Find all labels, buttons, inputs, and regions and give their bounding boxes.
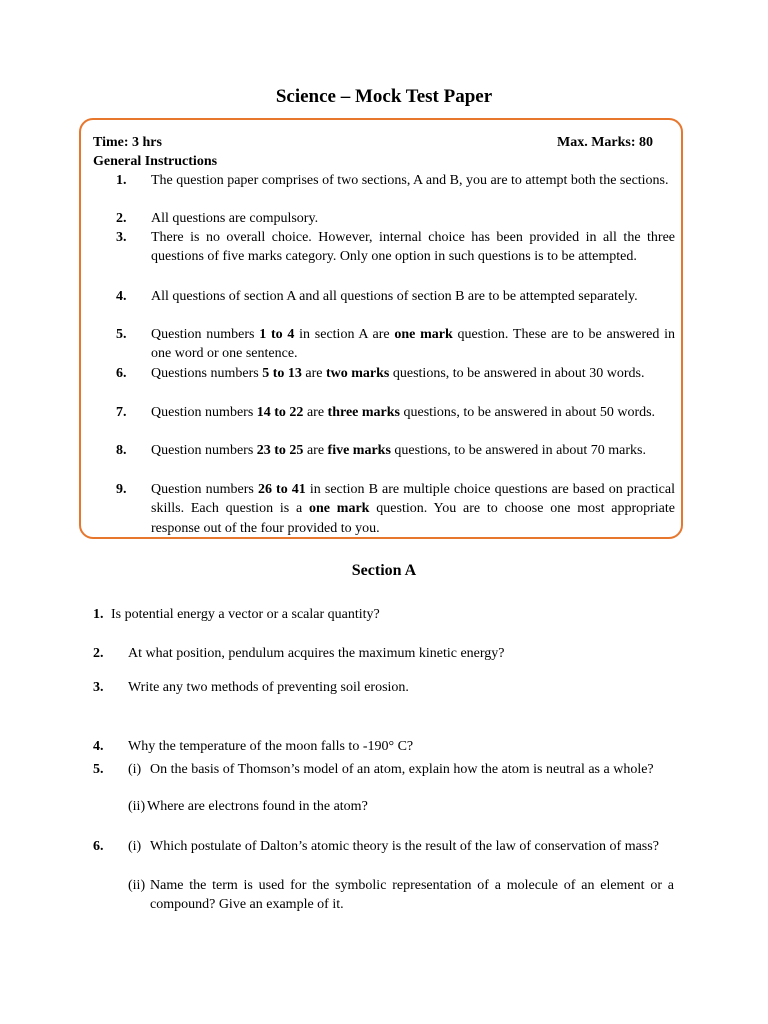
instruction-segment: in section B are multiple choice questions are based on practical skills. Each question is a — [151, 482, 675, 517]
instruction-text — [151, 403, 675, 422]
question-number: 4. — [93, 739, 104, 754]
sub-question-label: (i) — [128, 762, 142, 777]
instruction-text — [151, 364, 675, 383]
section-a-heading: Section A — [351, 562, 417, 579]
instruction-segment: All questions are compulsory. — [151, 211, 319, 226]
instruction-segment: in section A are — [294, 327, 395, 342]
instruction-text — [151, 325, 675, 364]
time-label: Time: 3 hrs — [93, 135, 162, 150]
instruction-segment: Question numbers — [151, 443, 257, 458]
sub-question-label: (ii) — [128, 878, 146, 893]
instruction-emphasis: 26 to 41 — [257, 482, 306, 497]
sub-question-label: (i) — [128, 839, 142, 854]
instruction-segment: The question paper comprises of two sections, A and B, you are to attempt both the sections. — [151, 173, 669, 188]
instruction-number: 3. — [116, 230, 127, 245]
instruction-emphasis: two marks — [325, 366, 390, 381]
instruction-emphasis: one mark — [394, 327, 453, 342]
page-title: Science – Mock Test Paper — [275, 86, 493, 107]
question-number: 5. — [93, 762, 104, 777]
instruction-segment: questions, to be answered in about 70 marks. — [390, 443, 646, 458]
instruction-emphasis: one mark — [309, 501, 370, 517]
question-text: Why the temperature of the moon falls to -190° C? — [128, 739, 414, 754]
instruction-text — [151, 209, 675, 228]
sub-question-text: On the basis of Thomson’s model of an atom, explain how the atom is neutral as a whole? — [150, 762, 654, 777]
instruction-segment: questions, to be answered in about 30 words. — [389, 366, 645, 381]
instruction-text — [151, 228, 675, 267]
instruction-segment: are — [303, 443, 328, 458]
instruction-text — [151, 480, 675, 538]
instruction-text — [151, 441, 675, 460]
general-instructions-heading: General Instructions — [93, 154, 218, 169]
question-number: 6. — [93, 839, 104, 854]
instruction-emphasis: 23 to 25 — [256, 443, 304, 458]
question-number: 1. — [93, 607, 104, 622]
instruction-emphasis: 1 to 4 — [259, 327, 295, 342]
question-text: Write any two methods of preventing soil erosion. — [128, 680, 409, 695]
instruction-text — [151, 171, 675, 190]
max-marks-label: Max. Marks: 80 — [557, 135, 654, 150]
instruction-number: 8. — [116, 443, 127, 458]
instruction-segment: Questions numbers — [151, 366, 263, 381]
sub-question-label: (ii) — [128, 799, 146, 814]
question-number: 2. — [93, 646, 104, 661]
instruction-number: 6. — [116, 366, 127, 381]
instruction-number: 7. — [116, 405, 127, 420]
instruction-segment: All questions of section A and all questions of section B are to be attempted separately. — [151, 289, 638, 304]
instruction-number: 9. — [116, 482, 127, 497]
instruction-number: 4. — [116, 289, 127, 304]
instruction-emphasis: 14 to 22 — [256, 405, 304, 420]
instruction-segment: Question numbers — [151, 482, 258, 497]
instruction-segment: Question numbers — [151, 327, 260, 342]
sub-question-text: Name the term is used for the symbolic representation of a molecule of an element or a compound? Give an example of it. — [150, 878, 674, 913]
instruction-number: 2. — [116, 211, 127, 226]
question-text: At what position, pendulum acquires the maximum kinetic energy? — [128, 646, 505, 661]
instruction-segment: question. You are to choose one most appropriate response out of the four provided to you. — [151, 501, 675, 536]
sub-question-text: Which postulate of Dalton’s atomic theory is the result of the law of conservation of mass? — [150, 839, 659, 854]
instruction-segment: are — [301, 366, 326, 381]
instruction-text — [151, 287, 675, 306]
instruction-number: 1. — [116, 173, 127, 188]
question-text: Is potential energy a vector or a scalar quantity? — [111, 607, 380, 622]
instruction-number: 5. — [116, 327, 127, 342]
instruction-segment: Question numbers — [151, 405, 257, 420]
instruction-emphasis: 5 to 13 — [262, 366, 302, 381]
question-number: 3. — [93, 680, 104, 695]
sub-question-text: Where are electrons found in the atom? — [147, 799, 368, 814]
instruction-emphasis: five marks — [327, 443, 391, 458]
instruction-segment: questions, to be answered in about 50 words. — [399, 405, 656, 420]
instruction-segment: question. These are to be answered in one word or one sentence. — [151, 327, 676, 362]
instruction-emphasis: three marks — [327, 405, 400, 420]
instruction-segment: are — [303, 405, 328, 420]
instruction-segment: There is no overall choice. However, internal choice has been provided in all the three questions of five marks category. Only one option in such questions is to be attempted. — [151, 230, 675, 265]
